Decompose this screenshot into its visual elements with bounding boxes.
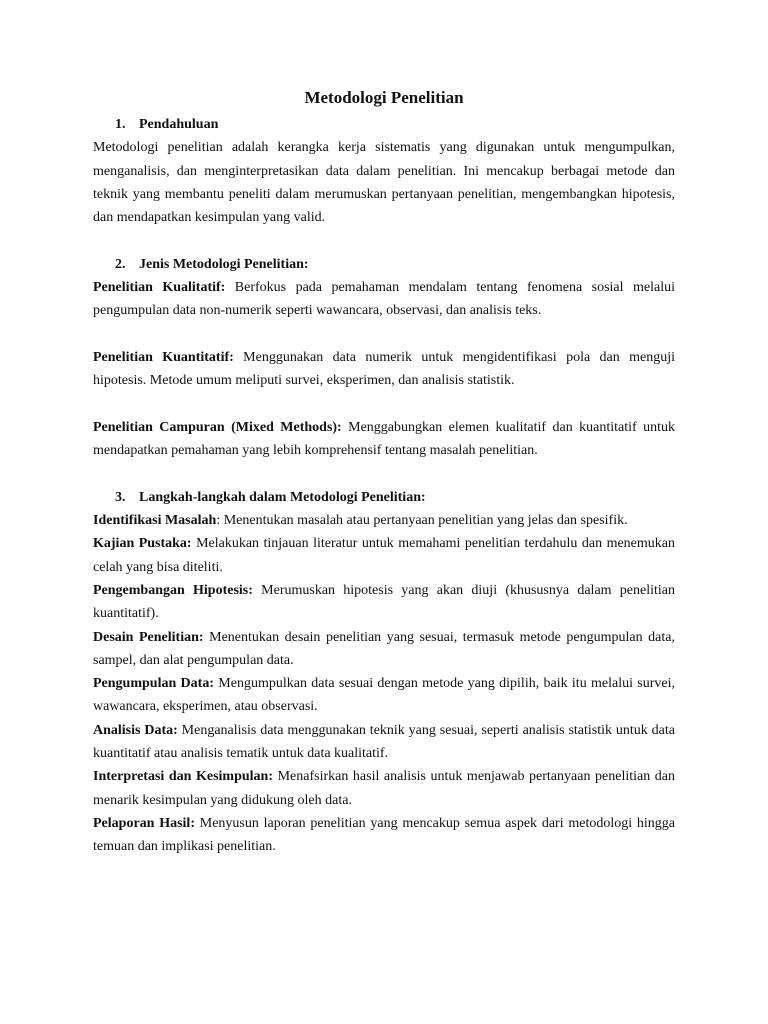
term-label: Kajian Pustaka: (93, 536, 192, 552)
term-description: Melakukan tinjauan literatur untuk memahami penelitian terdahulu dan menemukan celah yang bisa diteliti. (93, 536, 675, 575)
term-description: : Menentukan masalah atau pertanyaan penelitian yang jelas dan spesifik. (216, 513, 628, 529)
term-label: Interpretasi dan Kesimpulan: (93, 769, 274, 785)
step-pelaporan-hasil (93, 812, 675, 859)
section-number: 1. (115, 117, 126, 132)
section-title: Jenis Metodologi Penelitian: (139, 256, 309, 272)
section-title: Pendahuluan (139, 117, 219, 132)
method-campuran (93, 416, 675, 463)
term-description: Menafsirkan hasil analisis untuk menjawab pertanyaan penelitian dan menarik kesimpulan yang didukung oleh data. (93, 769, 675, 808)
term-description: Menggunakan data numerik untuk mengidentifikasi pola dan menguji hipotesis. Metode umum meliputi survei, eksperimen, dan analisis statistik. (93, 349, 675, 389)
step-interpretasi-kesimpulan (93, 765, 675, 812)
term-label: Pengembangan Hipotesis: (93, 582, 253, 598)
section-number: 3. (115, 489, 126, 505)
spacer (93, 462, 675, 485)
document-title: Metodologi Penelitian (304, 88, 464, 107)
term-label: Pelaporan Hasil: (93, 815, 195, 831)
term-description: Berfokus pada pemahaman mendalam tentang fenomena sosial melalui pengumpulan data non-numerik seperti wawancara, observasi, dan analisis teks. (93, 280, 675, 319)
term-label: Analisis Data: (93, 722, 178, 738)
term-label: Penelitian Kuantitatif: (93, 349, 234, 365)
spacer (93, 323, 675, 346)
section-heading-jenis-metodologi (93, 253, 675, 276)
document-page (93, 86, 675, 859)
term-label: Penelitian Kualitatif: (93, 280, 226, 296)
term-description: Merumuskan hipotesis yang akan diuji (khususnya dalam penelitian kuantitatif). (93, 582, 675, 622)
step-kajian-pustaka (93, 532, 675, 579)
step-identifikasi-masalah (93, 509, 675, 532)
intro-paragraph: Metodologi penelitian adalah kerangka kerja sistematis yang digunakan untuk mengumpulkan, menganalisis, dan menginterpretasikan data dalam penelitian. Ini mencakup berbagai metode dan teknik yang membantu peneliti dalam merumuskan pertanyaan penelitian, mengembangkan hipotesis, dan mendapatkan kesimpulan yang valid. (93, 140, 675, 226)
term-label: Identifikasi Masalah (93, 513, 217, 529)
term-label: Desain Penelitian: (93, 629, 204, 645)
term-description: Menganalisis data menggunakan teknik yang sesuai, seperti analisis statistik untuk data kuantitatif atau analisis tematik untuk data kualitatif. (93, 722, 675, 762)
step-analisis-data (93, 719, 675, 766)
section-heading-langkah-langkah (93, 486, 675, 509)
method-kuantitatif (93, 346, 675, 393)
step-desain-penelitian (93, 626, 675, 673)
spacer (93, 393, 675, 416)
term-label: Penelitian Campuran (Mixed Methods): (93, 419, 342, 435)
term-description: Mengumpulkan data sesuai dengan metode yang dipilih, baik itu melalui survei, wawancara, eksperimen, atau observasi. (93, 676, 675, 715)
step-pengembangan-hipotesis (93, 579, 675, 626)
term-description: Menyusun laporan penelitian yang mencakup semua aspek dari metodologi hingga temuan dan implikasi penelitian. (93, 815, 675, 855)
term-description: Menentukan desain penelitian yang sesuai, termasuk metode pengumpulan data, sampel, dan alat pengumpulan data. (93, 629, 676, 668)
section-title: Langkah-langkah dalam Metodologi Penelitian: (139, 489, 426, 505)
term-label: Pengumpulan Data: (93, 676, 214, 692)
section-number: 2. (115, 256, 126, 272)
term-description: Menggabungkan elemen kualitatif dan kuantitatif untuk mendapatkan pemahaman yang lebih komprehensif tentang masalah penelitian. (93, 419, 675, 459)
step-pengumpulan-data (93, 672, 675, 719)
spacer (93, 229, 675, 252)
method-kualitatif (93, 276, 675, 323)
section-heading-pendahuluan (93, 113, 675, 136)
